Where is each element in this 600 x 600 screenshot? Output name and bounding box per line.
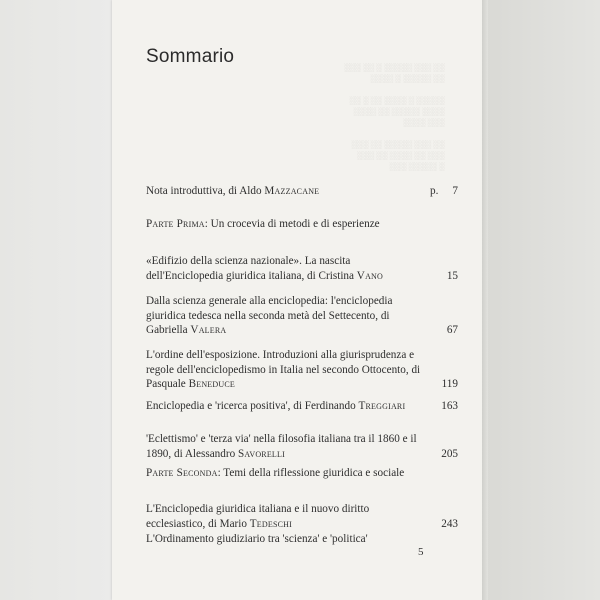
toc-entry-7: L'Enciclopedia giuridica italiana e il nuovo diritto ecclesiastico, di Mario Tedeschi 243 [146, 503, 458, 530]
part-heading-1: Parte Prima: Un crocevia di metodi e di esperienze [146, 218, 380, 230]
page-number: 5 [418, 546, 424, 558]
toc-entry-4: L'ordine dell'esposizione. Introduzioni alla giurisprudenza e regole dell'enciclopedismo in Italia nel secondo Ottocento, di Pasquale Beneduce 119 [146, 349, 458, 391]
toc-entry-1: Nota introduttiva, di Aldo Mazzacane p. 7 [146, 185, 458, 197]
part-heading-2: Parte Seconda: Temi della riflessione giuridica e sociale [146, 467, 405, 479]
show-through-text: ░░ ░░░ ░░░░░ ░ ░░ ░░░ ░░ ░░░░░ ░ ░░░░ ░░░░░ ░ ░░░░ ░░ ░ ░░ ░░░░ ░░░░░ ░░ ░░░░ ░░░ ░░░░ ░░ ░░░ ░░░░░ ░░ ░░░ ░░░ ░░ ░░░░ ░░ ░░░ ░ ░░░░░ ░░░ [344, 63, 445, 171]
toc-entry-3: Dalla scienza generale alla enciclopedia: l'enciclopedia giuridica tedesca nella seconda metà del Settecento, di Gabriella Valera 67 [146, 295, 458, 337]
background-left [0, 0, 112, 600]
toc-entry-5: Enciclopedia e 'ricerca positiva', di Ferdinando Treggiari 163 [146, 400, 458, 412]
toc-entry-2: «Edifizio della scienza nazionale». La nascita dell'Enciclopedia giuridica italiana, di Cristina Vano 15 [146, 255, 458, 282]
background-right [485, 0, 600, 600]
book-page [112, 0, 485, 600]
toc-entry-8: L'Ordinamento giudiziario tra 'scienza' e 'politica' [146, 533, 368, 545]
page-title: Sommario [146, 46, 235, 67]
toc-entry-6: 'Eclettismo' e 'terza via' nella filosofia italiana tra il 1860 e il 1890, di Alessandro Savorelli 205 [146, 433, 458, 460]
page-edge [482, 0, 488, 600]
